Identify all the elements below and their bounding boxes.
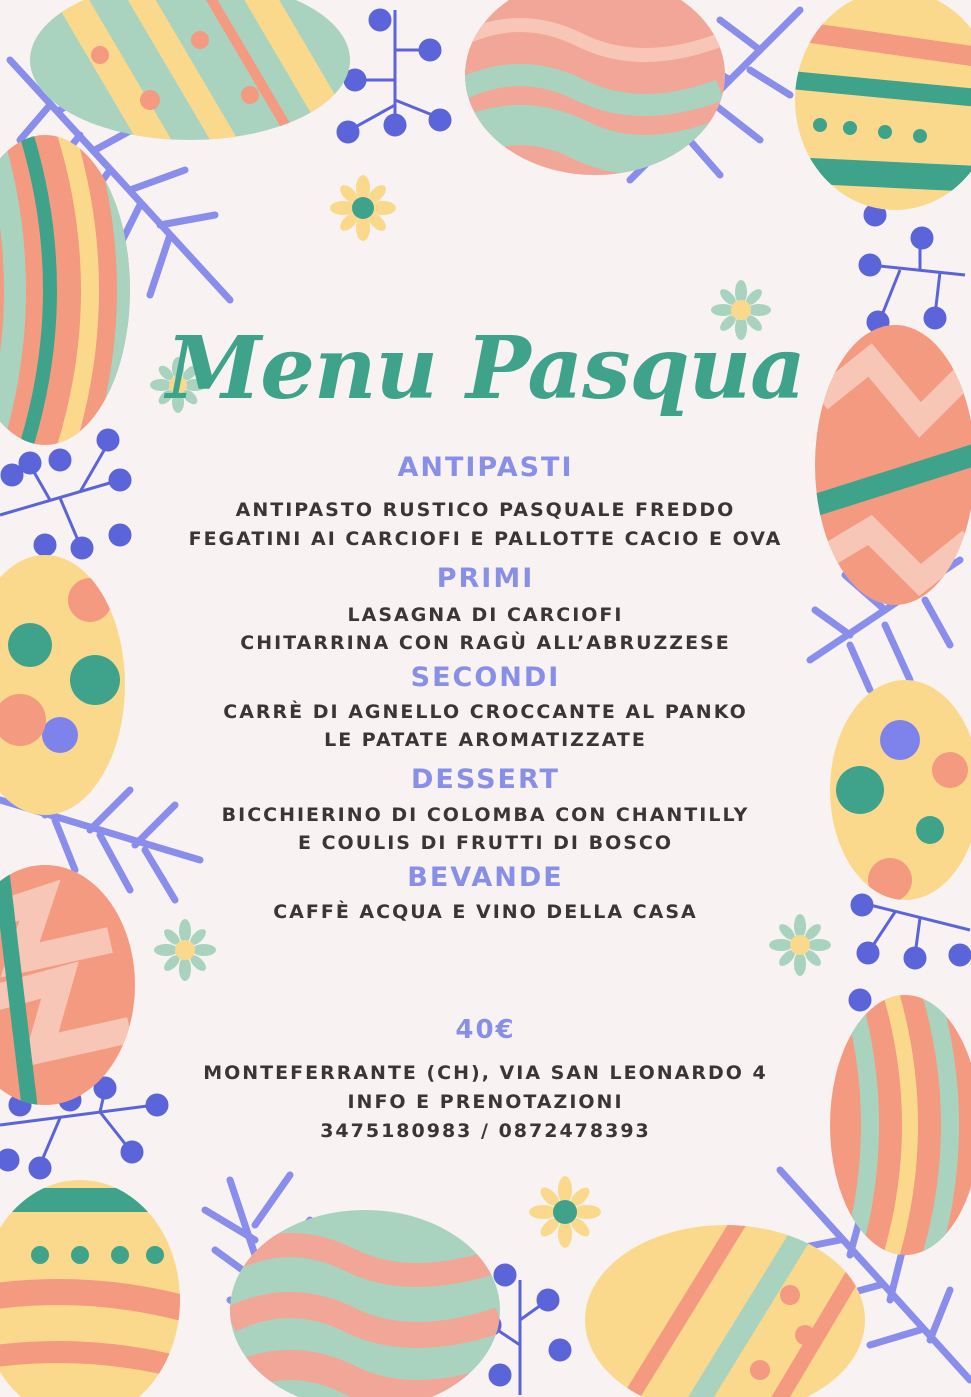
section-heading-primi: PRIMI <box>436 563 535 594</box>
egg-top-center <box>460 0 730 180</box>
menu-item: CAFFÈ ACQUA E VINO DELLA CASA <box>273 901 698 923</box>
bookings-label: INFO E PRENOTAZIONI <box>347 1091 624 1113</box>
menu-item: E COULIS DI FRUTTI DI BOSCO <box>298 832 673 854</box>
flower-icon <box>529 1176 601 1248</box>
section-heading-antipasti: ANTIPASTI <box>397 452 574 483</box>
flower-icon <box>330 175 396 241</box>
menu-item: FEGATINI AI CARCIOFI E PALLOTTE CACIO E OVA <box>188 528 783 550</box>
menu-item: LASAGNA DI CARCIOFI <box>347 604 624 626</box>
flower-icon <box>769 914 831 976</box>
price: 40€ <box>455 1015 516 1045</box>
section-heading-dessert: DESSERT <box>411 764 560 795</box>
menu-item: CARRÈ DI AGNELLO CROCCANTE AL PANKO <box>223 701 748 723</box>
egg-bottom-center <box>225 1205 505 1397</box>
section-heading-secondi: SECONDI <box>410 662 561 693</box>
egg-top-right <box>790 0 971 220</box>
address: MONTEFERRANTE (CH), VIA SAN LEONARDO 4 <box>203 1062 768 1084</box>
egg-bottom-right <box>580 1220 880 1397</box>
phone-numbers: 3475180983 / 0872478393 <box>320 1120 651 1142</box>
menu-title: Menu Pasqua <box>166 318 805 419</box>
menu-item: ANTIPASTO RUSTICO PASQUALE FREDDO <box>235 499 736 521</box>
menu-item: LE PATATE AROMATIZZATE <box>324 729 647 751</box>
section-heading-bevande: BEVANDE <box>407 862 564 893</box>
flower-icon <box>154 919 216 981</box>
menu-item: CHITARRINA CON RAGÙ ALL’ABRUZZESE <box>240 632 731 654</box>
menu-item: BICCHIERINO DI COLOMBA CON CHANTILLY <box>221 804 750 826</box>
leaf-branches <box>0 10 970 1390</box>
egg-bottom-left <box>0 1175 190 1397</box>
